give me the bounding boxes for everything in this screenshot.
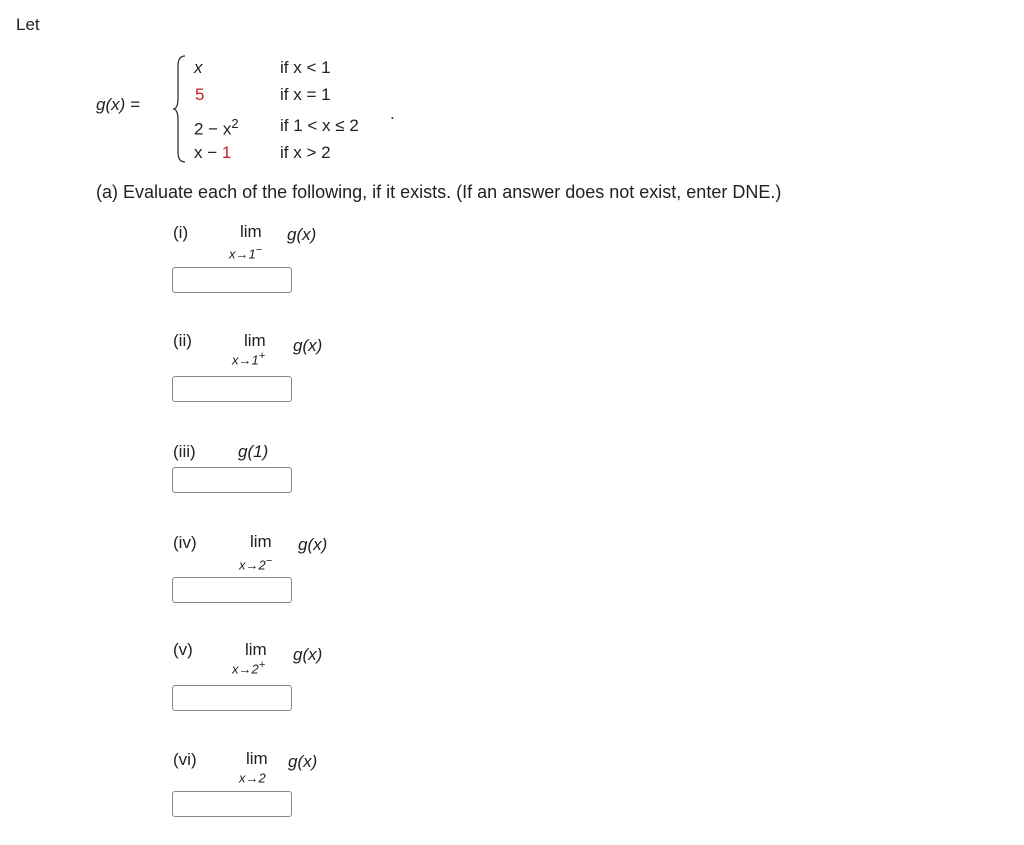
item-i-func: g(x) bbox=[287, 225, 317, 244]
item-iv-func: g(x) bbox=[298, 535, 328, 554]
intro-text: Let bbox=[16, 15, 40, 34]
item-ii-lim: lim bbox=[244, 331, 266, 350]
item-i-number: (i) bbox=[173, 223, 189, 242]
item-v-lim: lim bbox=[245, 640, 267, 659]
item-ii-number: (ii) bbox=[173, 331, 192, 350]
item-iii-number: (iii) bbox=[173, 442, 196, 461]
item-i-subscript: x→1− bbox=[229, 244, 263, 262]
case-3-exponent: 2 bbox=[231, 116, 239, 131]
answer-input-ii[interactable] bbox=[172, 376, 292, 402]
case-2-cond: if x = 1 bbox=[280, 85, 331, 104]
item-i-lim: lim bbox=[240, 222, 262, 241]
item-v-number: (v) bbox=[173, 640, 193, 659]
case-1-cond: if x < 1 bbox=[280, 58, 331, 77]
answer-input-i[interactable] bbox=[172, 267, 292, 293]
item-vi-func: g(x) bbox=[288, 752, 318, 771]
item-ii-subscript: x→1+ bbox=[232, 350, 266, 368]
item-ii-func: g(x) bbox=[293, 336, 323, 355]
item-iv-number: (iv) bbox=[173, 533, 197, 552]
left-brace-icon bbox=[172, 54, 186, 164]
answer-input-iv[interactable] bbox=[172, 577, 292, 603]
case-4-constant: 1 bbox=[221, 143, 232, 162]
item-v-subscript: x→2+ bbox=[232, 659, 266, 677]
case-4-expr: x − 1 bbox=[194, 143, 232, 162]
case-3-expr: $2 - x^2$ bbox=[194, 116, 239, 139]
case-3-cond: if 1 < x ≤ 2 bbox=[280, 116, 359, 135]
case-4-cond: if x > 2 bbox=[280, 143, 331, 162]
item-vi-lim: lim bbox=[246, 749, 268, 768]
item-iv-lim: lim bbox=[250, 532, 272, 551]
answer-input-iii[interactable] bbox=[172, 467, 292, 493]
function-lhs: g(x) = bbox=[96, 95, 140, 114]
part-a-instructions: (a) Evaluate each of the following, if it exists. (If an answer does not exist, enter DNE.) bbox=[96, 182, 782, 202]
item-vi-number: (vi) bbox=[173, 750, 197, 769]
case-1-expr: x bbox=[194, 58, 203, 77]
period-mark: . bbox=[390, 104, 395, 123]
answer-input-vi[interactable] bbox=[172, 791, 292, 817]
case-2-expr: 5 bbox=[195, 85, 205, 104]
item-vi-subscript: x→2 bbox=[239, 770, 266, 786]
item-v-func: g(x) bbox=[293, 645, 323, 664]
item-iv-subscript: x→2− bbox=[239, 555, 273, 573]
answer-input-v[interactable] bbox=[172, 685, 292, 711]
item-iii-func: g(1) bbox=[238, 442, 269, 461]
